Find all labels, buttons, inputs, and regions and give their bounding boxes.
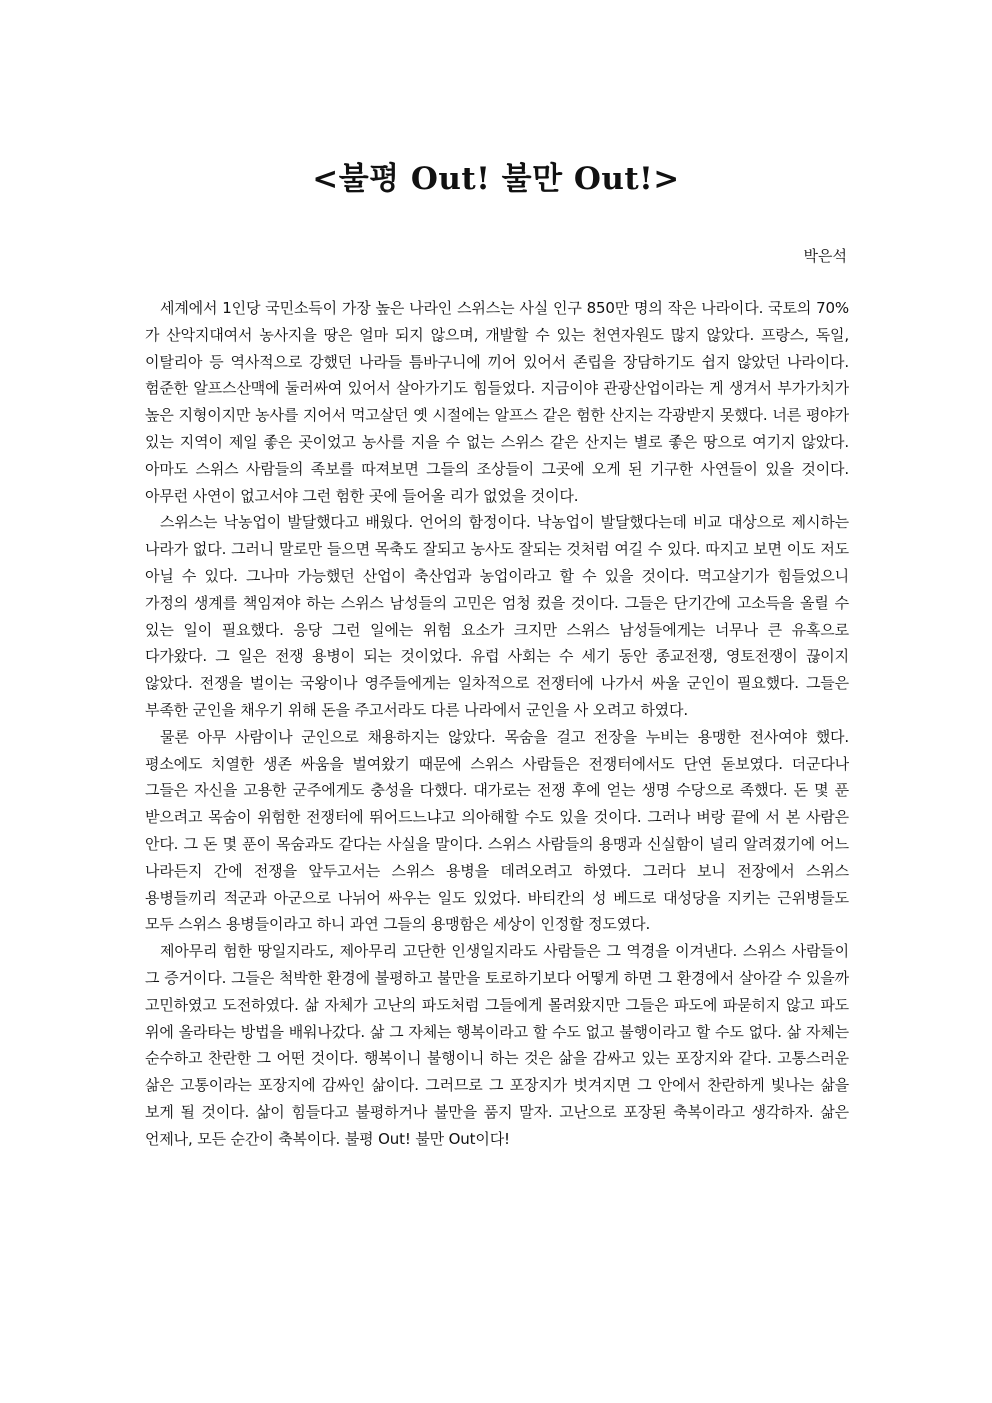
paragraph: 제아무리 험한 땅일지라도, 제아무리 고단한 인생일지라도 사람들은 그 역경을 이겨낸다. 스위스 사람들이 그 증거이다. 그들은 척박한 환경에 불평하고 불만을 토로하기보다 어떻게 하면 그 환경에서 살아갈 수 있을까 고민하였고 도전하였다. 삶 자체가 고난의 파도처럼 그들에게 몰려왔지만 그들은 파도에 파묻히지 않고 파도 위에 올라타는 방법을 배워나갔다. 삶 그 자체는 행복이라고 할 수도 없고 불행이라고 할 수도 없다. 삶 자체는 순수하고 찬란한 그 어떤 것이다. 행복이니 불행이니 하는 것은 삶을 감싸고 있는 포장지와 같다. 고통스러운 삶은 고통이라는 포장지에 감싸인 삶이다. 그러므로 그 포장지가 벗겨지면 그 안에서 찬란하게 빛나는 삶을 보게 될 것이다. 삶이 힘들다고 불평하거나 불만을 품지 말자. 고난으로 포장된 축복이라고 생각하자. 삶은 언제나, 모든 순간이 축복이다. 불평 Out! 불만 Out이다! bbox=[145, 942, 849, 1148]
paragraph: 물론 아무 사람이나 군인으로 채용하지는 않았다. 목숨을 걸고 전장을 누비는 용맹한 전사여야 했다. 평소에도 치열한 생존 싸움을 벌여왔기 때문에 스위스 사람들은 전쟁터에서도 단연 돋보였다. 더군다나 그들은 자신을 고용한 군주에게도 충성을 다했다. 대가로는 전쟁 후에 얻는 생명 수당으로 족했다. 돈 몇 푼 받으려고 목숨이 위험한 전쟁터에 뛰어드느냐고 의아해할 수도 있을 것이다. 그러나 벼랑 끝에 서 본 사람은 안다. 그 돈 몇 푼이 목숨과도 같다는 사실을 말이다. 스위스 사람들의 용맹과 신실함이 널리 알려졌기에 어느 나라든지 간에 전쟁을 앞두고서는 스위스 용병을 데려오려고 하였다. 그러다 보니 전장에서 스위스 용병들끼리 적군과 아군으로 나뉘어 싸우는 일도 있었다. 바티칸의 성 베드로 대성당을 지키는 근위병들도 모두 스위스 용병들이라고 하니 과연 그들의 용맹함은 세상이 인정할 정도였다. bbox=[145, 727, 849, 934]
author-name: 박은석 bbox=[803, 247, 847, 265]
article-body bbox=[145, 295, 849, 1153]
paragraph: 스위스는 낙농업이 발달했다고 배웠다. 언어의 함정이다. 낙농업이 발달했다는데 비교 대상으로 제시하는 나라가 없다. 그러니 말로만 들으면 목축도 잘되고 농사도 잘되는 것처럼 여길 수 있다. 따지고 보면 이도 저도 아닐 수 있다. 그나마 가능했던 산업이 축산업과 농업이라고 할 수 있을 것이다. 먹고살기가 힘들었으니 가정의 생계를 책임져야 하는 스위스 남성들의 고민은 엄청 컸을 것이다. 그들은 단기간에 고소득을 올릴 수 있는 일이 필요했다. 응당 그런 일에는 위험 요소가 크지만 스위스 남성들에게는 너무나 큰 유혹으로 다가왔다. 그 일은 전쟁 용병이 되는 것이었다. 유럽 사회는 수 세기 동안 종교전쟁, 영토전쟁이 끊이지 않았다. 전쟁을 벌이는 국왕이나 영주들에게는 일차적으로 전쟁터에 나가서 싸울 군인이 필요했다. 그들은 부족한 군인을 채우기 위해 돈을 주고서라도 다른 나라에서 군인을 사 오려고 하였다. bbox=[145, 513, 849, 719]
page-title: <불평 Out! 불만 Out!> bbox=[312, 161, 680, 197]
paragraph: 세계에서 1인당 국민소득이 가장 높은 나라인 스위스는 사실 인구 850만 명의 작은 나라이다. 국토의 70%가 산악지대여서 농사지을 땅은 얼마 되지 않으며, 개발할 수 있는 천연자원도 많지 않았다. 프랑스, 독일, 이탈리아 등 역사적으로 강했던 나라들 틈바구니에 끼어 있어서 존립을 장담하기도 쉽지 않았던 나라이다. 험준한 알프스산맥에 둘러싸여 있어서 살아가기도 힘들었다. 지금이야 관광산업이라는 게 생겨서 부가가치가 높은 지형이지만 농사를 지어서 먹고살던 옛 시절에는 알프스 같은 험한 산지는 각광받지 못했다. 너른 평야가 있는 지역이 제일 좋은 곳이었고 농사를 지을 수 없는 스위스 같은 산지는 별로 좋은 땅으로 여기지 않았다. 아마도 스위스 사람들의 족보를 따져보면 그들의 조상들이 그곳에 오게 된 기구한 사연들이 있을 것이다. 아무런 사연이 없고서야 그런 험한 곳에 들어올 리가 없었을 것이다. bbox=[145, 299, 849, 505]
